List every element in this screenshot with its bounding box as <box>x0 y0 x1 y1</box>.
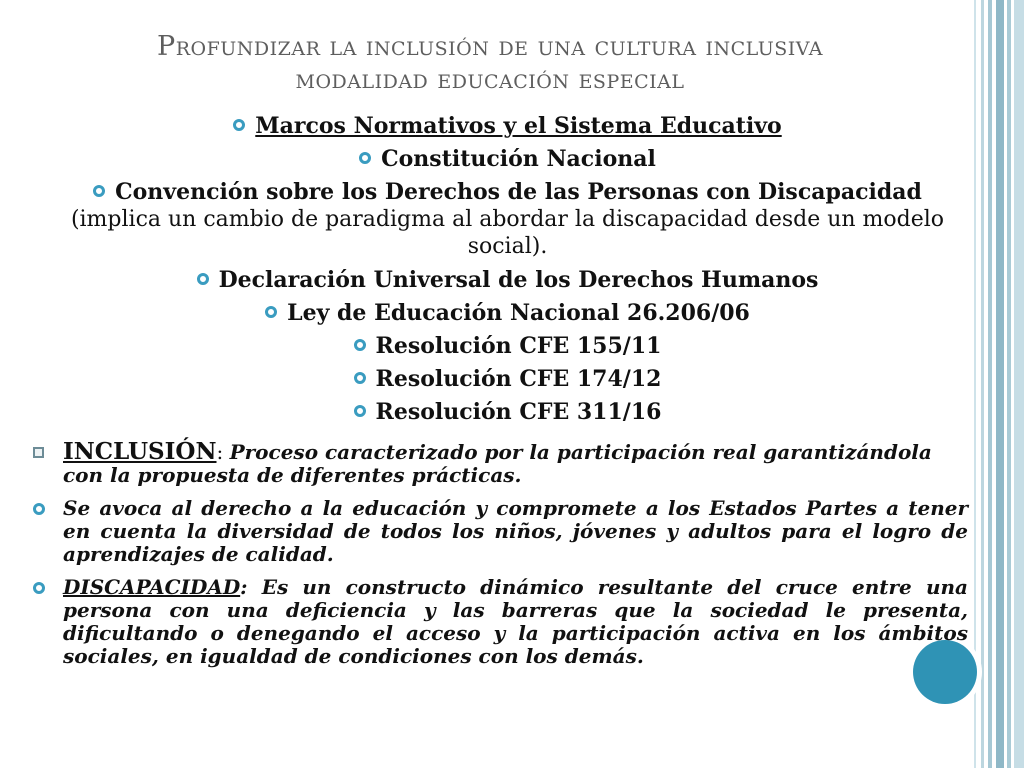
list-item-marcos: Marcos Normativos y el Sistema Educativo <box>60 113 955 139</box>
circle-bullet-icon <box>93 185 105 197</box>
stripe <box>981 0 984 768</box>
stripe <box>988 0 992 768</box>
title-line-2: modalidad educación especial <box>295 64 685 95</box>
stripe <box>1007 0 1011 768</box>
stripe <box>1014 0 1024 768</box>
definition-avoca: Se avoca al derecho a la educación y compromete a los Estados Partes a tener en cuenta la diversidad de todos los niños, jóvenes y adultos para el logro de aprendizajes de calidad. <box>30 497 968 566</box>
circle-bullet-icon <box>33 503 45 515</box>
circle-bullet-icon <box>354 339 366 351</box>
circle-bullet-icon <box>265 306 277 318</box>
list-item-resolucion-155: Resolución CFE 155/11 <box>60 333 955 359</box>
definition-discapacidad: DISCAPACIDAD: Es un constructo dinámico resultante del cruce entre una persona con una deficiencia y las barreras que la sociedad le presenta, dificultando o denegando el acceso y la participación activa en los ámbitos sociales, en igualdad de condiciones con los demás. <box>30 576 968 668</box>
square-bullet-icon <box>33 447 44 458</box>
slide-title <box>40 30 940 96</box>
circle-bullet-icon <box>359 152 371 164</box>
definitions-list <box>30 440 968 678</box>
list-item-declaracion: Declaración Universal de los Derechos Humanos <box>60 267 955 293</box>
circle-bullet-icon <box>233 119 245 131</box>
list-item-ley: Ley de Educación Nacional 26.206/06 <box>60 300 955 326</box>
decorative-stripes <box>974 0 1024 768</box>
circle-bullet-icon <box>33 582 45 594</box>
normative-list <box>60 113 955 432</box>
list-item-resolucion-311: Resolución CFE 311/16 <box>60 399 955 425</box>
circle-bullet-icon <box>354 372 366 384</box>
list-item-convencion: Convención sobre los Derechos de las Personas con Discapacidad (implica un cambio de paradigma al abordar la discapacidad desde un modelo social). <box>70 179 945 259</box>
circle-bullet-icon <box>197 273 209 285</box>
title-line-1: Profundizar la inclusión de una cultura inclusiva <box>157 31 823 62</box>
circle-bullet-icon <box>354 405 366 417</box>
list-item-constitucion: Constitución Nacional <box>60 146 955 172</box>
definition-inclusion: INCLUSIÓN: Proceso caracterizado por la participación real garantizándola con la propuesta de diferentes prácticas. <box>30 440 968 487</box>
stripe <box>996 0 1004 768</box>
stripe <box>974 0 976 768</box>
list-item-resolucion-174: Resolución CFE 174/12 <box>60 366 955 392</box>
